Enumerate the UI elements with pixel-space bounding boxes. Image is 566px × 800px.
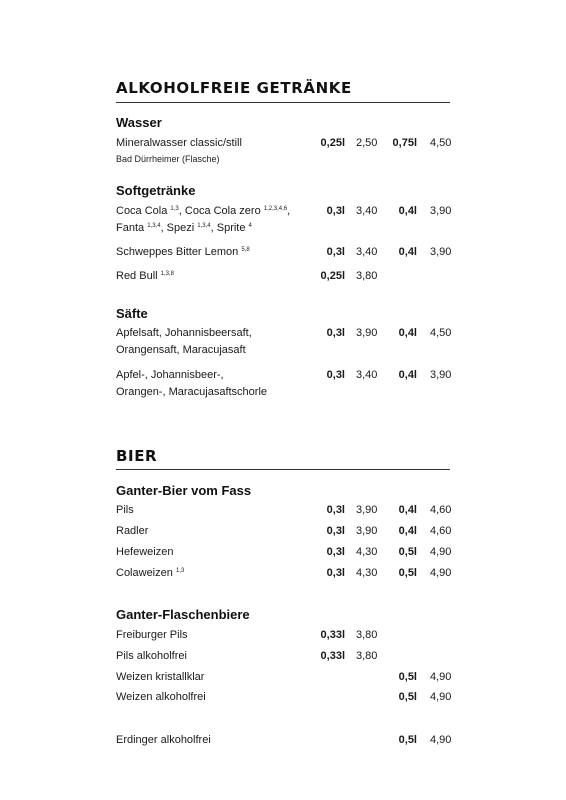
- category-saefte: Säfte: [116, 306, 148, 321]
- price-small: 4,30: [356, 546, 378, 558]
- volume-small: 0,25l: [320, 137, 345, 149]
- item-subtitle: Bad Dürrheimer (Flasche): [116, 154, 220, 164]
- price-large: 4,90: [430, 546, 452, 558]
- price-large: 4,90: [430, 567, 452, 579]
- volume-small: 0,3l: [326, 504, 345, 516]
- menu-item-radler: Radler: [116, 525, 149, 537]
- item-name-coca-cola: Coca Cola: [116, 205, 168, 217]
- price-large: 4,60: [430, 504, 452, 516]
- category-flaschenbiere: Ganter-Flaschenbiere: [116, 607, 250, 622]
- section-title-bier: BIER: [116, 447, 158, 465]
- price-small: 2,50: [356, 137, 378, 149]
- volume-small: 0,3l: [326, 246, 345, 258]
- allergen-note: 4: [248, 223, 252, 229]
- volume-large: 0,4l: [398, 246, 417, 258]
- price-large: 3,90: [430, 246, 452, 258]
- price-small: 3,80: [356, 650, 378, 662]
- price-small: 3,90: [356, 327, 378, 339]
- category-fass: Ganter-Bier vom Fass: [116, 483, 252, 498]
- volume-large: 0,5l: [398, 691, 417, 703]
- item-name: Apfel-, Johannisbeer-,: [116, 369, 224, 381]
- menu-item-mineralwasser: [116, 135, 306, 166]
- price-large: 4,50: [430, 137, 452, 149]
- item-name: Mineralwasser classic/still: [116, 137, 242, 149]
- allergen-note: 1,3: [175, 568, 185, 574]
- menu-item-pils-alkoholfrei: Pils alkoholfrei: [116, 650, 187, 662]
- section-divider: [116, 469, 450, 470]
- volume-large: 0,4l: [398, 504, 417, 516]
- item-name-coca-cola-zero: , Coca Cola zero: [178, 205, 261, 217]
- category-wasser: Wasser: [116, 115, 162, 130]
- item-name: Colaweizen: [116, 567, 173, 579]
- separator-comma: ,: [287, 205, 291, 217]
- allergen-note: 1,3: [170, 206, 179, 212]
- menu-item-pils: Pils: [116, 504, 134, 516]
- section-title-alkoholfrei: ALKOHOLFREIE GETRÄNKE: [116, 79, 352, 97]
- menu-item-schweppes: [116, 244, 306, 261]
- category-softgetraenke: Softgetränke: [116, 183, 196, 198]
- volume-large: 0,5l: [398, 567, 417, 579]
- item-name: Red Bull: [116, 270, 158, 282]
- item-name-sprite: , Sprite: [210, 222, 246, 234]
- section-divider: [116, 102, 450, 103]
- allergen-note: 1,2,3,4,6: [263, 206, 288, 212]
- volume-large: 0,4l: [398, 327, 417, 339]
- volume-small: 0,3l: [326, 546, 345, 558]
- volume-large: 0,75l: [392, 137, 417, 149]
- volume-small: 0,3l: [326, 205, 345, 217]
- price-large: 3,90: [430, 369, 452, 381]
- price-small: 3,40: [356, 369, 378, 381]
- menu-item-saftschorle: [116, 367, 306, 401]
- menu-item-weizen-kristallklar: Weizen kristallklar: [116, 671, 205, 683]
- price-small: 4,30: [356, 567, 378, 579]
- price-small: 3,80: [356, 270, 378, 282]
- menu-item-red-bull: [116, 268, 306, 285]
- price-large: 4,50: [430, 327, 452, 339]
- item-name: Schweppes Bitter Lemon: [116, 246, 239, 258]
- menu-item-saefte: [116, 325, 306, 359]
- volume-large: 0,5l: [398, 671, 417, 683]
- volume-small: 0,3l: [326, 369, 345, 381]
- volume-large: 0,5l: [398, 546, 417, 558]
- menu-item-erdinger-alkoholfrei: Erdinger alkoholfrei: [116, 734, 211, 746]
- item-name-fanta: Fanta: [116, 222, 145, 234]
- allergen-note: 1,3,4: [147, 223, 161, 229]
- volume-small: 0,3l: [326, 327, 345, 339]
- volume-large: 0,4l: [398, 525, 417, 537]
- volume-large: 0,4l: [398, 205, 417, 217]
- price-small: 3,90: [356, 504, 378, 516]
- item-name: Orangensaft, Maracujasaft: [116, 344, 246, 356]
- menu-item-freiburger-pils: Freiburger Pils: [116, 629, 188, 641]
- item-name: Apfelsaft, Johannisbeersaft,: [116, 327, 252, 339]
- menu-item-coca-cola-group: [116, 203, 316, 237]
- price-large: 4,90: [430, 671, 452, 683]
- allergen-note: 1,3,8: [160, 271, 174, 277]
- volume-large: 0,4l: [398, 369, 417, 381]
- price-small: 3,40: [356, 205, 378, 217]
- price-large: 4,60: [430, 525, 452, 537]
- price-large: 4,90: [430, 734, 452, 746]
- allergen-note: 1,3,4: [197, 223, 211, 229]
- volume-small: 0,25l: [320, 270, 345, 282]
- volume-small: 0,3l: [326, 525, 345, 537]
- menu-item-colaweizen: [116, 565, 306, 582]
- item-name: Orangen-, Maracujasaftschorle: [116, 386, 268, 398]
- item-name-spezi: , Spezi: [160, 222, 195, 234]
- volume-small: 0,3l: [326, 567, 345, 579]
- volume-small: 0,33l: [320, 650, 345, 662]
- price-large: 3,90: [430, 205, 452, 217]
- price-small: 3,40: [356, 246, 378, 258]
- menu-item-weizen-alkoholfrei: Weizen alkoholfrei: [116, 691, 206, 703]
- price-small: 3,80: [356, 629, 378, 641]
- price-large: 4,90: [430, 691, 452, 703]
- allergen-note: 5,8: [241, 247, 250, 253]
- volume-small: 0,33l: [320, 629, 345, 641]
- price-small: 3,90: [356, 525, 378, 537]
- volume-large: 0,5l: [398, 734, 417, 746]
- menu-item-hefeweizen: Hefeweizen: [116, 546, 174, 558]
